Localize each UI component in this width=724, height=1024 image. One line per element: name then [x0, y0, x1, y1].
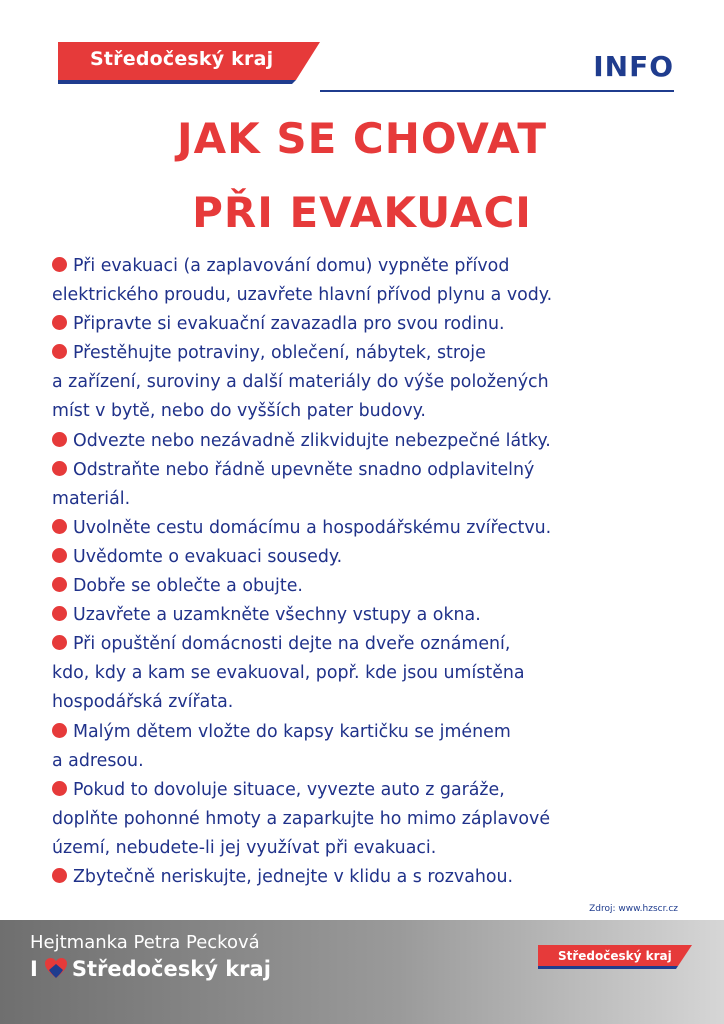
- list-item: Odstraňte nebo řádně upevněte snadno odplavitelný: [52, 456, 692, 485]
- list-item-cont: doplňte pohonné hmoty a zaparkujte ho mimo záplavové: [52, 808, 551, 829]
- list-item-cont: elektrického proudu, uzavřete hlavní přívod plynu a vody.: [52, 285, 553, 306]
- bullet-icon: [52, 519, 67, 534]
- governor-name: Hejtmanka Petra Pecková: [30, 932, 260, 953]
- bullet-icon: [52, 432, 67, 447]
- header-divider: [320, 90, 674, 92]
- footer: [0, 920, 724, 1024]
- list-item: Zbytečně neriskujte, jednejte v klidu a s rozvahou.: [52, 863, 692, 892]
- banner-text: Středočeský kraj: [90, 48, 274, 70]
- bullet-icon: [52, 577, 67, 592]
- list-item: Při opuštění domácnosti dejte na dveře oznámení,: [52, 630, 692, 659]
- footer-brand: [30, 957, 271, 984]
- bullet-icon: [52, 344, 67, 359]
- list-item-cont: hospodářská zvířata.: [52, 692, 234, 713]
- title-line-1: JAK SE CHOVAT: [177, 114, 547, 163]
- list-item: Přestěhujte potraviny, oblečení, nábytek, stroje: [52, 339, 692, 368]
- list-item-cont: a zařízení, suroviny a další materiály do výše položených: [52, 372, 549, 393]
- bullet-icon: [52, 606, 67, 621]
- bullet-icon: [52, 257, 67, 272]
- badge-text: Středočeský kraj: [558, 949, 672, 963]
- bullet-icon: [52, 781, 67, 796]
- bullet-icon: [52, 723, 67, 738]
- info-label: INFO: [593, 50, 674, 83]
- list-item: Uzavřete a uzamkněte všechny vstupy a okna.: [52, 601, 692, 630]
- list-item: Uvolněte cestu domácímu a hospodářskému zvířectvu.: [52, 514, 692, 543]
- title-line-2: PŘI EVAKUACI: [192, 188, 532, 237]
- list-item-cont: míst v bytě, nebo do vyšších pater budovy.: [52, 401, 426, 422]
- list-item: Připravte si evakuační zavazadla pro svou rodinu.: [52, 310, 692, 339]
- list-item: Pokud to dovoluje situace, vyvezte auto z garáže,: [52, 776, 692, 805]
- brand-prefix: I: [30, 957, 38, 981]
- list-item: Odvezte nebo nezávadně zlikvidujte nebezpečné látky.: [52, 427, 692, 456]
- source-note: Zdroj: www.hzscr.cz: [589, 904, 678, 914]
- bullet-icon: [52, 635, 67, 650]
- list-item-cont: území, nebudete-li jej využívat při evakuaci.: [52, 837, 437, 858]
- instruction-list: [52, 252, 692, 892]
- bullet-icon: [52, 315, 67, 330]
- list-item-cont: materiál.: [52, 488, 131, 509]
- region-banner: [58, 42, 320, 84]
- heart-icon: [44, 957, 68, 984]
- list-item: Dobře se oblečte a obujte.: [52, 572, 692, 601]
- list-item-cont: kdo, kdy a kam se evakuoval, popř. kde jsou umístěna: [52, 663, 525, 684]
- bullet-icon: [52, 548, 67, 563]
- footer-badge: [538, 945, 692, 969]
- brand-name: Středočeský kraj: [71, 957, 271, 981]
- list-item: Uvědomte o evakuaci sousedy.: [52, 543, 692, 572]
- list-item-cont: a adresou.: [52, 750, 144, 771]
- bullet-icon: [52, 868, 67, 883]
- list-item: Malým dětem vložte do kapsy kartičku se jménem: [52, 718, 692, 747]
- bullet-icon: [52, 461, 67, 476]
- list-item: Při evakuaci (a zaplavování domu) vypněte přívod: [52, 252, 692, 281]
